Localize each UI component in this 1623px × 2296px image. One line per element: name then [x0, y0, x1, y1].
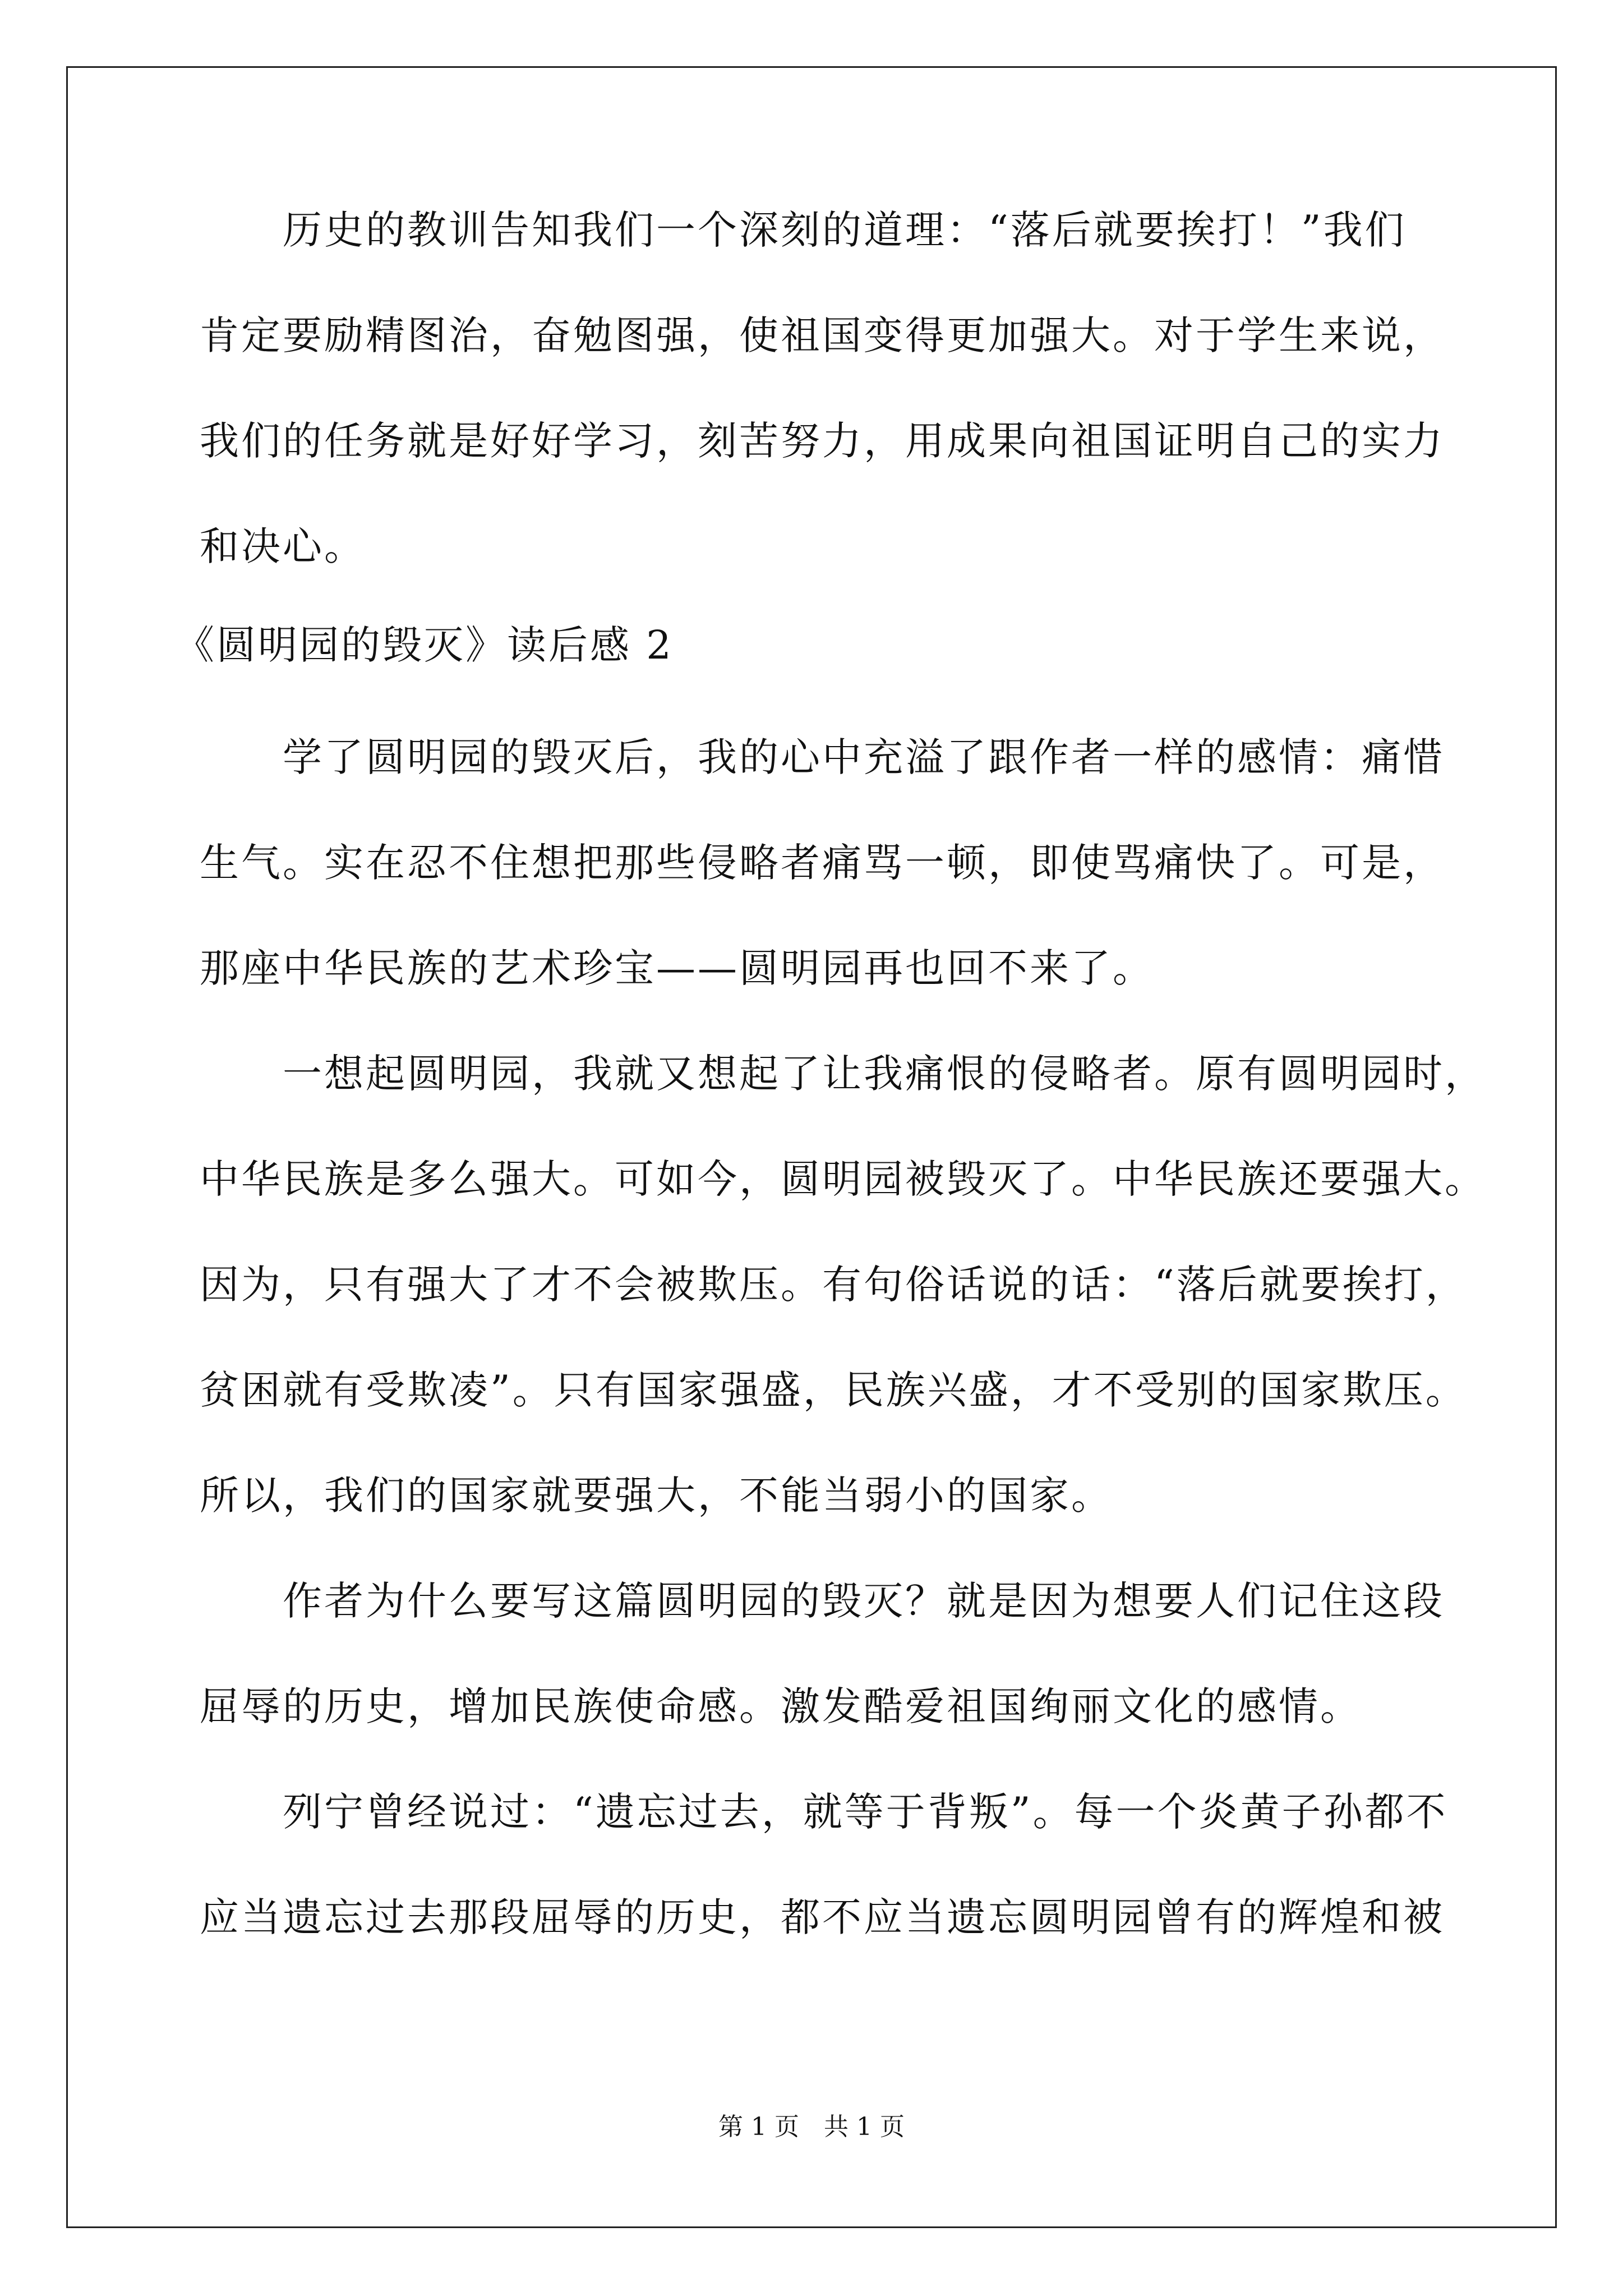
- paragraph-line: 和决心。: [200, 523, 366, 569]
- paragraph-line: 列宁曾经说过：“遗忘过去，就等于背叛”。每一个炎黄子孙都不: [283, 1789, 1448, 1835]
- paragraph-line: 肯定要励精图治，奋勉图强，使祖国变得更加强大。对于学生来说，: [200, 312, 1445, 358]
- page-footer: 第 1 页 共 1 页: [718, 2113, 905, 2141]
- paragraph-line: 生气。实在忍不住想把那些侵略者痛骂一顿，即使骂痛快了。可是，: [200, 840, 1445, 886]
- section-heading: 《圆明园的毁灭》读后感 2: [175, 622, 674, 668]
- paragraph-line: 中华民族是多么强大。可如今，圆明园被毁灭了。中华民族还要强大。: [200, 1156, 1486, 1202]
- paragraph-line: 贫困就有受欺凌”。只有国家强盛，民族兴盛，才不受别的国家欺压。: [200, 1367, 1467, 1413]
- paragraph-line: 作者为什么要写这篇圆明园的毁灭？就是因为想要人们记住这段: [283, 1578, 1445, 1624]
- paragraph-line: 屈辱的历史，增加民族使命感。激发酷爱祖国绚丽文化的感情。: [200, 1683, 1362, 1729]
- paragraph-line: 因为，只有强大了才不会被欺压。有句俗话说的话：“落后就要挨打，: [200, 1262, 1467, 1308]
- paragraph-line: 那座中华民族的艺术珍宝——圆明园再也回不来了。: [200, 945, 1154, 991]
- paragraph-line: 所以，我们的国家就要强大，不能当弱小的国家。: [200, 1473, 1113, 1519]
- paragraph-line: 一想起圆明园，我就又想起了让我痛恨的侵略者。原有圆明园时，: [283, 1051, 1486, 1097]
- paragraph-line: 学了圆明园的毁灭后，我的心中充溢了跟作者一样的感情：痛惜: [283, 734, 1445, 780]
- paragraph-line: 应当遗忘过去那段屈辱的历史，都不应当遗忘圆明园曾有的辉煌和被: [200, 1894, 1445, 1940]
- paragraph-line: 历史的教训告知我们一个深刻的道理：“落后就要挨打！”我们: [283, 207, 1407, 253]
- paragraph-line: 我们的任务就是好好学习，刻苦努力，用成果向祖国证明自己的实力: [200, 418, 1445, 464]
